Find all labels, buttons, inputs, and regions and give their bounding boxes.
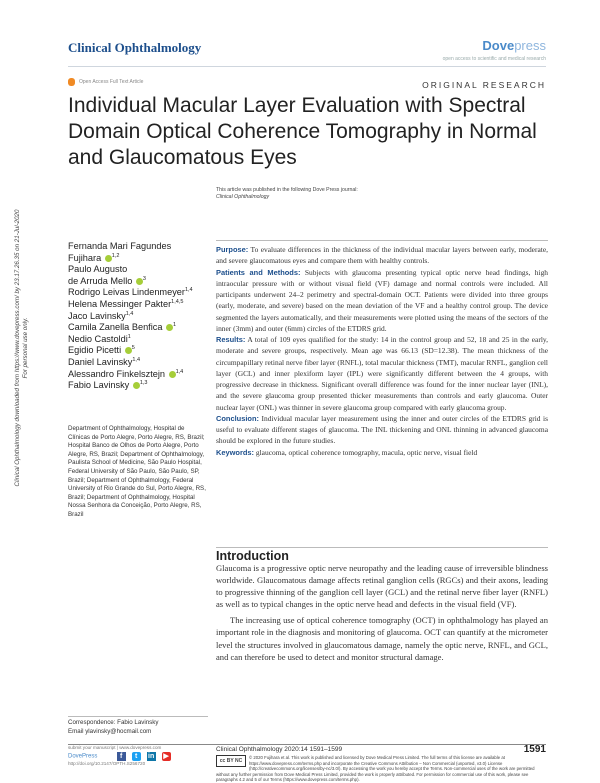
author-name: Camila Zanella Benfica $^1$ bbox=[68, 322, 177, 333]
article-title: Individual Macular Layer Evaluation with Spectral Domain Optical Coherence Tomography in Normal and Glaucomatous Eyes bbox=[68, 94, 537, 169]
author-name: Jaco Lavinsky$^{1,4}$ bbox=[68, 310, 134, 321]
publisher-logo-press: press bbox=[514, 38, 546, 53]
license-text: © 2020 Fujihara et al. This work is published and licensed by Dove Medical Press Limited. The full terms of this license are available at https://www.dovepress.com/terms.php and incorporate the Creative Commons Attribution – Non Commercial (unported, v3.0) License (http://creativecommons.org/licenses/by-nc/3.0/). By accessing the work you hereby accept the Terms. Non-commercial uses of the work are permitted without any further permission from Dove Medical Press Limited, provided the work is properly attributed. For permission for commercial use of this work, please see paragraphs 4.2 and 5 of our Terms (https://www.dovepress.com/terms.php). bbox=[216, 755, 535, 782]
correspondence bbox=[68, 716, 208, 736]
publisher-logo-dove: Dove bbox=[482, 38, 515, 53]
publisher-tagline: open access to scientific and medical research bbox=[442, 56, 546, 62]
cc-license-badge[interactable]: cc BY NC bbox=[216, 755, 246, 767]
author-name: Alessandro Finkelsztejn $^{1,4}$ bbox=[68, 368, 184, 379]
author-name: de Arruda Mello $^3$ bbox=[68, 275, 146, 286]
orcid-icon[interactable] bbox=[105, 255, 112, 262]
journal-name: Clinical Ophthalmology bbox=[68, 40, 202, 55]
orcid-icon[interactable] bbox=[136, 278, 143, 285]
youtube-icon[interactable]: ▶ bbox=[163, 752, 169, 760]
orcid-icon[interactable] bbox=[169, 371, 176, 378]
abstract-divider bbox=[216, 547, 548, 548]
publication-note-text: This article was published in the following Dove Press journal: bbox=[216, 187, 358, 193]
open-access-label bbox=[68, 78, 143, 86]
page-number: 1591 bbox=[523, 744, 546, 755]
twitter-icon[interactable]: t bbox=[132, 752, 141, 761]
abstract-purpose: Purpose: To evaluate differences in the thickness of the individual macular layers between early, moderate, and severe glaucomatous eyes and compare them with healthy controls. bbox=[216, 245, 548, 266]
abstract-methods: Patients and Methods: Subjects with glaucoma presenting typical optic nerve head findings, high intraocular pressure with or without visual field (VF) damage and normal controls were included. All participants underwent 24–2 perimetry and spectral-domain OCT. Patients were divided into three groups (early, moderate, and severe) based on the mean deviation of the VF and a healthy control group. The device segmented the layers automatically, and their measurements were plotted using the means of the sectors of the inner (3mm) and outer (6mm) circles of the ETDRS grid. bbox=[216, 267, 549, 333]
license-notice bbox=[216, 755, 548, 783]
author-name: Fujihara $^{1,2}$ bbox=[68, 252, 120, 263]
paragraph: The increasing use of optical coherence tomography (OCT) in ophthalmology has played an important role in the diagnosis and monitoring of glaucoma. OCT can quantify at the micrometer level the structures involved in glaucomatous damage, namely the optic nerve, RNFL, and GCL, and can therefore be used to detect and monitor structural damage. bbox=[216, 615, 548, 662]
paragraph: Glaucoma is a progressive optic nerve neuropathy and the leading cause of irreversible blindness worldwide. Glaucomatous damage affects retinal ganglion cells (RGCs) and their axons, leading to progressive thinning of the ganglion cell layer (GCL) and the retinal nerve fiber layer (RNFL) as well as to typical changes in the optic nerve head and defects in the visual field (VF). bbox=[216, 563, 548, 610]
footer-submit bbox=[68, 745, 208, 767]
publication-note-journal: Clinical Ophthalmology bbox=[216, 194, 270, 200]
author-name: Daniel Lavinsky$^{1,4}$ bbox=[68, 356, 141, 367]
orcid-icon[interactable] bbox=[125, 347, 132, 354]
dovepress-link[interactable]: DovePress bbox=[68, 753, 98, 760]
article-type: ORIGINAL RESEARCH bbox=[422, 80, 546, 90]
author-list bbox=[68, 241, 210, 392]
social-links bbox=[117, 752, 171, 761]
abstract bbox=[216, 240, 548, 458]
orcid-icon[interactable] bbox=[166, 324, 173, 331]
download-notice-line1: Clinical Ophthalmology downloaded from https://www.dovepress.com/ by 23.17.26.35 on 21-Jul-2020 bbox=[14, 209, 21, 487]
abstract-keywords: Keywords: glaucoma, optical coherence tomography, macula, optic nerve, visual field bbox=[216, 447, 478, 457]
footer-citation: Clinical Ophthalmology 2020:14 1591–1599 bbox=[216, 746, 343, 753]
open-access-icon bbox=[68, 78, 75, 86]
author-name: Fabio Lavinsky $^{1,3}$ bbox=[68, 380, 148, 391]
affiliations: Department of Ophthalmology, Hospital de Clínicas de Porto Alegre, Porto Alegre, RS, Brazil; Hospital Banco de Olhos de Porto Alegre, Porto Alegre, RS, Brazil; Department of Ophthalmology, Paulista School of Medicine, São Paulo Hospital, Federal University of São Paulo, São Paulo, SP, Brazil; Department of Ophthalmology, Federal University of Rio Grande do Sul, Porto Alegre, RS, Brazil; Department of Ophthalmology, Hospital Nossa Senhora da Conceição, Porto Alegre, RS, Brazil bbox=[68, 425, 206, 518]
submit-link[interactable]: submit your manuscript | www.dovepress.com bbox=[68, 745, 162, 750]
abstract-conclusion: Conclusion: Individual macular layer measurement using the inner and outer circles of the ETDRS grid is useful to evaluate different stages of glaucoma. The INL thickening and ONL thinning in advanced glaucoma should be explored in the future studies. bbox=[216, 413, 549, 446]
publication-note bbox=[216, 187, 358, 201]
download-notice-line2: For personal use only. bbox=[22, 317, 29, 379]
author-name: Helena Messinger Pakter$^{1,4,5}$ bbox=[68, 298, 184, 309]
open-access-text: Open Access Full Text Article bbox=[79, 79, 144, 85]
introduction-body bbox=[216, 562, 548, 663]
author-name: Nedio Castoldi$^1$ bbox=[68, 333, 131, 344]
doi-link[interactable]: http://doi.org/10.2147/OPTH.S256720 bbox=[68, 760, 146, 766]
author-name: Rodrigo Leivas Lindenmeyer$^{1,4}$ bbox=[68, 287, 193, 298]
correspondence-name: Correspondence: Fabio Lavinsky bbox=[68, 719, 159, 726]
abstract-results: Results: A total of 109 eyes qualified for the study: 14 in the control group and 52, 18 and 25 in the early, moderate and severe groups, respectively. Mean age was 66.13 (SD=12.38). The mean thickness of the circumpapillary retinal nerve fiber layer (RNFL), total macular thickness (TMT), macular RNFL, ganglion cell layer (GCL) and inner plexiform layer (IPL) were significantly different between the 4 groups, with progressive decrease in thickness. Significant overall difference was found for the inner nuclear layer (INL), and the severe glaucoma group presented thicker measurements than controls and early glaucoma. Outer nuclear layer (ONL) was thinner in severe glaucoma group compared with early glaucoma group. bbox=[216, 335, 548, 412]
header-rule bbox=[68, 66, 546, 67]
author-name: Paulo Augusto bbox=[68, 264, 128, 275]
orcid-icon[interactable] bbox=[133, 382, 140, 389]
facebook-icon[interactable]: f bbox=[117, 752, 126, 761]
download-notice bbox=[4, 168, 40, 528]
publisher-logo[interactable] bbox=[482, 38, 546, 53]
correspondence-email[interactable]: Email ylavinsky@hocmail.com bbox=[68, 727, 152, 735]
section-heading: Introduction bbox=[216, 549, 289, 563]
linkedin-icon[interactable]: in bbox=[148, 752, 155, 760]
author-name: Egidio Picetti $^5$ bbox=[68, 345, 135, 356]
author-name: Fernanda Mari Fagundes bbox=[68, 241, 172, 251]
